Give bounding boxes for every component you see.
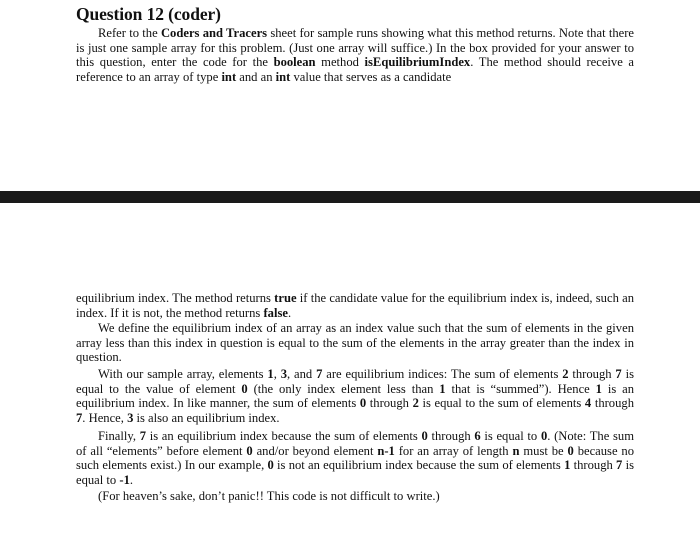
bold-number: 0 [246, 443, 253, 458]
bold-number: 7 [76, 410, 83, 425]
bold-number: 7 [316, 367, 323, 381]
text-run: . (Note: The sum of all “elements” before element [76, 429, 634, 458]
text-run: , and [287, 367, 317, 381]
bold-number: 0 [421, 429, 428, 443]
text-run: equilibrium index. The method returns [76, 291, 275, 305]
text-run: through [427, 429, 475, 443]
bold-number: 1 [564, 458, 571, 473]
text-run: (For heaven’s sake, don’t panic!! This code is not difficult to write.) [98, 489, 440, 503]
bold-term-boolean: boolean [273, 55, 316, 70]
text-run: We define the equilibrium index of an array as an index value such that the sum of elements in the given array less than this index in question is equal to the sum of the elements in the array greater than the index in question. [76, 321, 634, 365]
finally-paragraph [76, 429, 634, 487]
text-run: through [568, 367, 616, 381]
bold-term-n-minus-1: n-1 [377, 443, 395, 458]
bold-number: 1 [595, 381, 602, 396]
page-break-bar [0, 191, 700, 203]
bold-number: 2 [562, 367, 569, 381]
text-run: that is “summed”). Hence [445, 381, 596, 396]
text-run: is also an equilibrium index. [133, 410, 280, 425]
question-title: Question 12 (coder) [76, 4, 221, 24]
bold-number: 7 [616, 458, 623, 473]
text-run: . The method should receive a reference to an array of type [76, 55, 634, 84]
text-run: is equal to [480, 429, 541, 443]
example-paragraph [76, 367, 634, 425]
bold-number: 0 [540, 429, 548, 443]
text-run: (the only index element less than [247, 381, 440, 396]
bold-term-n: n [512, 443, 520, 458]
text-run: is an equilibrium index because the sum of elements [146, 429, 422, 443]
text-run: for an array of length [394, 443, 513, 458]
bold-number: 7 [139, 429, 147, 443]
text-run: is equal to [76, 458, 634, 487]
text-run: , [273, 367, 281, 381]
bold-number: 7 [615, 367, 622, 381]
bold-number: 0 [567, 443, 574, 458]
bold-number: 1 [439, 381, 446, 396]
definition-paragraph [76, 321, 634, 365]
text-run: and an [236, 69, 276, 84]
returns-paragraph [76, 291, 634, 320]
text-run: through [591, 396, 634, 411]
bold-term-coders-and-tracers: Coders and Tracers [160, 26, 268, 40]
bold-number: 0 [359, 396, 367, 411]
bold-term-int: int [221, 69, 237, 84]
bold-number: 6 [474, 429, 481, 443]
text-run: are equilibrium indices: The sum of elements [322, 367, 563, 381]
bold-term-true: true [274, 291, 297, 305]
bold-number: 0 [241, 381, 248, 396]
text-run: through [570, 458, 617, 473]
text-run: method [315, 55, 365, 70]
text-run: value that serves as a candidate [290, 69, 452, 84]
text-run: and/or beyond element [252, 443, 378, 458]
text-run: sheet for sample runs showing what this method returns. Note that there is just one sample array for this problem. (Just one array will suffice.) In the box provided for your answer to this question, enter the code for the [76, 26, 635, 70]
bold-number: 0 [267, 458, 274, 473]
bold-number: 4 [584, 396, 592, 411]
text-run: if the candidate value for the equilibrium index is, indeed, such an index. If it is not, the method returns [76, 291, 634, 320]
text-run: is equal to the sum of elements [418, 396, 585, 411]
text-run: is equal to the value of element [76, 367, 634, 396]
bold-term-false: false [263, 305, 288, 320]
text-run: is an equilibrium index. In like manner, the sum of elements [76, 381, 634, 411]
bold-number: 1 [267, 367, 274, 381]
text-run: With our sample array, elements [98, 367, 268, 381]
bold-term-int: int [275, 69, 291, 84]
text-run: must be [519, 443, 568, 458]
text-run: Refer to the [98, 26, 161, 40]
text-run: is not an equilibrium index because the sum of elements [273, 458, 565, 473]
intro-paragraph [76, 26, 634, 84]
bold-number: 2 [412, 396, 419, 411]
bold-term-method-name: isEquilibriumIndex [364, 55, 471, 70]
text-run: through [366, 396, 413, 411]
text-run: Finally, [98, 429, 140, 443]
bold-number: 3 [127, 410, 134, 425]
bold-number: -1 [119, 472, 130, 487]
closing-note [76, 489, 634, 504]
text-run: . [287, 305, 292, 320]
text-run: because no such elements exist.) In our example, [76, 443, 635, 473]
text-run: . [129, 472, 134, 487]
bold-number: 3 [280, 367, 288, 381]
text-run: . Hence, [82, 410, 128, 425]
